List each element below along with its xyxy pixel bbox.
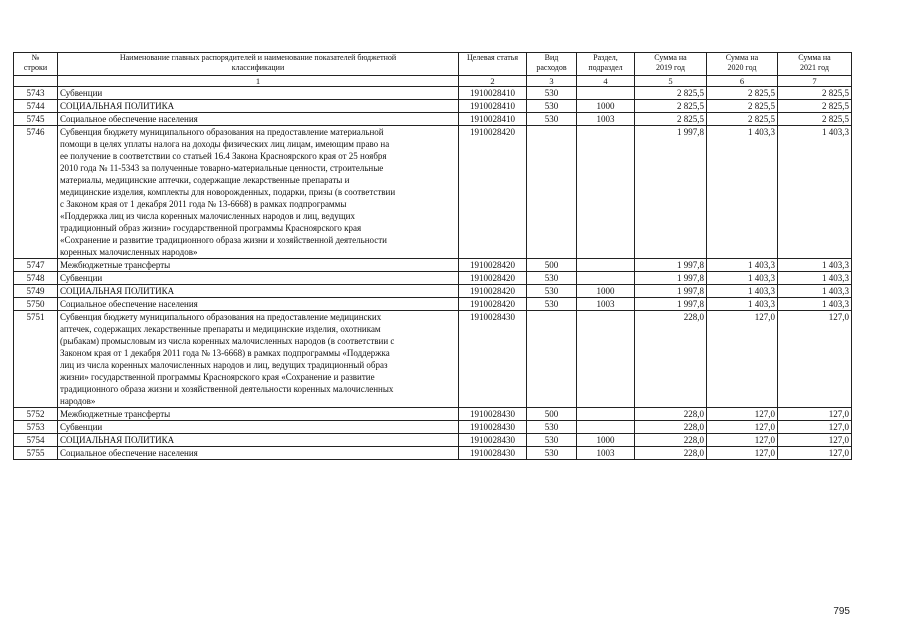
header-row-number: № строки: [14, 53, 58, 76]
row-sum-2019: 228,0: [635, 311, 707, 408]
row-expense-type: [527, 311, 577, 408]
row-sum-2019: 1 997,8: [635, 259, 707, 272]
table-body: [14, 87, 852, 460]
header-target-article: Целевая статья: [459, 53, 527, 76]
header-sum-2019: Сумма на 2019 год: [635, 53, 707, 76]
row-number: 5744: [14, 100, 58, 113]
table-row: [14, 126, 852, 259]
row-section: [577, 126, 635, 259]
header-name: Наименование главных распорядителей и наименование показателей бюджетной классификации: [58, 53, 459, 76]
row-number: 5750: [14, 298, 58, 311]
row-number: 5745: [14, 113, 58, 126]
row-name: СОЦИАЛЬНАЯ ПОЛИТИКА: [58, 100, 459, 113]
row-expense-type: 530: [527, 100, 577, 113]
row-name: Межбюджетные трансферты: [58, 259, 459, 272]
row-sum-2019: 2 825,5: [635, 113, 707, 126]
column-number: 1: [58, 76, 459, 87]
row-sum-2021: 127,0: [778, 408, 852, 421]
row-number: 5748: [14, 272, 58, 285]
row-section: [577, 87, 635, 100]
row-number: 5755: [14, 447, 58, 460]
row-sum-2020: 1 403,3: [707, 259, 778, 272]
row-sum-2019: 228,0: [635, 447, 707, 460]
table-row: [14, 113, 852, 126]
row-section: 1000: [577, 434, 635, 447]
row-target-article: 1910028410: [459, 87, 527, 100]
row-sum-2021: 2 825,5: [778, 113, 852, 126]
row-number: 5743: [14, 87, 58, 100]
row-sum-2021: 2 825,5: [778, 87, 852, 100]
row-target-article: 1910028430: [459, 311, 527, 408]
row-expense-type: 530: [527, 272, 577, 285]
budget-table: [13, 52, 852, 460]
column-number: 7: [778, 76, 852, 87]
row-name: Социальное обеспечение населения: [58, 447, 459, 460]
row-name: Субвенции: [58, 421, 459, 434]
table-row: [14, 285, 852, 298]
row-sum-2021: 1 403,3: [778, 259, 852, 272]
row-expense-type: 530: [527, 447, 577, 460]
column-number: 4: [577, 76, 635, 87]
row-section: [577, 408, 635, 421]
row-expense-type: 500: [527, 408, 577, 421]
row-target-article: 1910028420: [459, 298, 527, 311]
row-expense-type: 530: [527, 113, 577, 126]
table-row: [14, 434, 852, 447]
column-number-row: [14, 76, 852, 87]
row-name: Субвенция бюджету муниципального образования на предоставление медицинских аптечек, содержащих лекарственные препараты и медицинские изделия, охотникам (рыбакам) промысловым из числа коренных малочисленных народов (в соответствии с Законом края от 1 декабря 2011 года № 13-6668) в рамках подпрограммы «Поддержка лиц из числа коренных малочисленных народов и лиц, ведущих традиционный образ жизни» государственной программы Красноярского края «Сохранение и развитие традиционного образа жизни и хозяйственной деятельности коренных малочисленных народов»: [58, 311, 459, 408]
row-expense-type: 530: [527, 285, 577, 298]
table-row: [14, 87, 852, 100]
row-sum-2019: 228,0: [635, 421, 707, 434]
row-sum-2021: 1 403,3: [778, 298, 852, 311]
row-sum-2020: 127,0: [707, 434, 778, 447]
table-row: [14, 447, 852, 460]
row-name: Субвенции: [58, 272, 459, 285]
header-expense-type: Вид расходов: [527, 53, 577, 76]
page-number: 795: [833, 606, 850, 617]
row-expense-type: 530: [527, 421, 577, 434]
row-number: 5753: [14, 421, 58, 434]
row-section: 1003: [577, 113, 635, 126]
row-expense-type: 530: [527, 434, 577, 447]
header-section: Раздел, подраздел: [577, 53, 635, 76]
row-name: Субвенция бюджету муниципального образования на предоставление материальной помощи в целях уплаты налога на доходы физических лиц лицам, имеющим право на ее получение в соответствии со статьей 16.4 Закона Красноярского края от 25 ноября 2010 года № 11-5343 за полученные товарно-материальные ценности, строительные материалы, медицинские аптечки, содержащие лекарственные препараты и медицинские изделия, комплекты для новорожденных, подарки, призы (в соответствии с Законом края от 1 декабря 2011 года № 13-6668) в рамках подпрограммы «Поддержка лиц из числа коренных малочисленных народов и лиц, ведущих традиционный образ жизни» государственной программы Красноярского края «Сохранение и развитие традиционного образа жизни и хозяйственной деятельности коренных малочисленных народов»: [58, 126, 459, 259]
row-expense-type: 530: [527, 87, 577, 100]
row-number: 5754: [14, 434, 58, 447]
row-name: СОЦИАЛЬНАЯ ПОЛИТИКА: [58, 434, 459, 447]
row-sum-2020: 2 825,5: [707, 113, 778, 126]
table-row: [14, 311, 852, 408]
row-target-article: 1910028430: [459, 408, 527, 421]
row-sum-2021: 2 825,5: [778, 100, 852, 113]
row-section: 1003: [577, 447, 635, 460]
row-sum-2019: 1 997,8: [635, 298, 707, 311]
row-target-article: 1910028410: [459, 100, 527, 113]
row-section: [577, 421, 635, 434]
row-number: 5747: [14, 259, 58, 272]
row-target-article: 1910028430: [459, 447, 527, 460]
row-expense-type: 500: [527, 259, 577, 272]
row-sum-2021: 127,0: [778, 434, 852, 447]
row-name: СОЦИАЛЬНАЯ ПОЛИТИКА: [58, 285, 459, 298]
column-number: 6: [707, 76, 778, 87]
table-row: [14, 100, 852, 113]
row-sum-2021: 1 403,3: [778, 285, 852, 298]
row-sum-2019: 1 997,8: [635, 272, 707, 285]
row-sum-2020: 1 403,3: [707, 272, 778, 285]
row-sum-2020: 127,0: [707, 408, 778, 421]
row-sum-2020: 127,0: [707, 311, 778, 408]
row-section: [577, 259, 635, 272]
header-row: [14, 53, 852, 76]
column-number: 2: [459, 76, 527, 87]
row-target-article: 1910028420: [459, 126, 527, 259]
row-sum-2019: 2 825,5: [635, 87, 707, 100]
row-expense-type: 530: [527, 298, 577, 311]
row-section: [577, 272, 635, 285]
row-sum-2020: 1 403,3: [707, 298, 778, 311]
table-row: [14, 298, 852, 311]
table-row: [14, 408, 852, 421]
row-sum-2020: 1 403,3: [707, 126, 778, 259]
row-section: 1000: [577, 285, 635, 298]
row-sum-2019: 2 825,5: [635, 100, 707, 113]
column-number: 3: [527, 76, 577, 87]
row-target-article: 1910028430: [459, 421, 527, 434]
row-number: 5746: [14, 126, 58, 259]
table-row: [14, 272, 852, 285]
row-target-article: 1910028420: [459, 285, 527, 298]
row-target-article: 1910028420: [459, 259, 527, 272]
row-expense-type: [527, 126, 577, 259]
row-number: 5749: [14, 285, 58, 298]
row-number: 5752: [14, 408, 58, 421]
row-sum-2021: 127,0: [778, 311, 852, 408]
row-target-article: 1910028410: [459, 113, 527, 126]
row-sum-2021: 1 403,3: [778, 272, 852, 285]
row-sum-2019: 228,0: [635, 408, 707, 421]
row-sum-2019: 228,0: [635, 434, 707, 447]
header-sum-2021: Сумма на 2021 год: [778, 53, 852, 76]
row-sum-2020: 127,0: [707, 447, 778, 460]
row-sum-2019: 1 997,8: [635, 285, 707, 298]
row-sum-2020: 127,0: [707, 421, 778, 434]
row-section: 1003: [577, 298, 635, 311]
column-number: 5: [635, 76, 707, 87]
header-sum-2020: Сумма на 2020 год: [707, 53, 778, 76]
row-sum-2020: 2 825,5: [707, 100, 778, 113]
row-sum-2020: 1 403,3: [707, 285, 778, 298]
row-sum-2019: 1 997,8: [635, 126, 707, 259]
row-name: Социальное обеспечение населения: [58, 113, 459, 126]
row-sum-2020: 2 825,5: [707, 87, 778, 100]
column-number: [14, 76, 58, 87]
row-sum-2021: 1 403,3: [778, 126, 852, 259]
row-sum-2021: 127,0: [778, 447, 852, 460]
table-row: [14, 259, 852, 272]
row-target-article: 1910028430: [459, 434, 527, 447]
row-section: [577, 311, 635, 408]
row-number: 5751: [14, 311, 58, 408]
row-name: Межбюджетные трансферты: [58, 408, 459, 421]
row-name: Субвенции: [58, 87, 459, 100]
row-name: Социальное обеспечение населения: [58, 298, 459, 311]
table-header: [14, 53, 852, 87]
row-sum-2021: 127,0: [778, 421, 852, 434]
table-row: [14, 421, 852, 434]
row-section: 1000: [577, 100, 635, 113]
row-target-article: 1910028420: [459, 272, 527, 285]
